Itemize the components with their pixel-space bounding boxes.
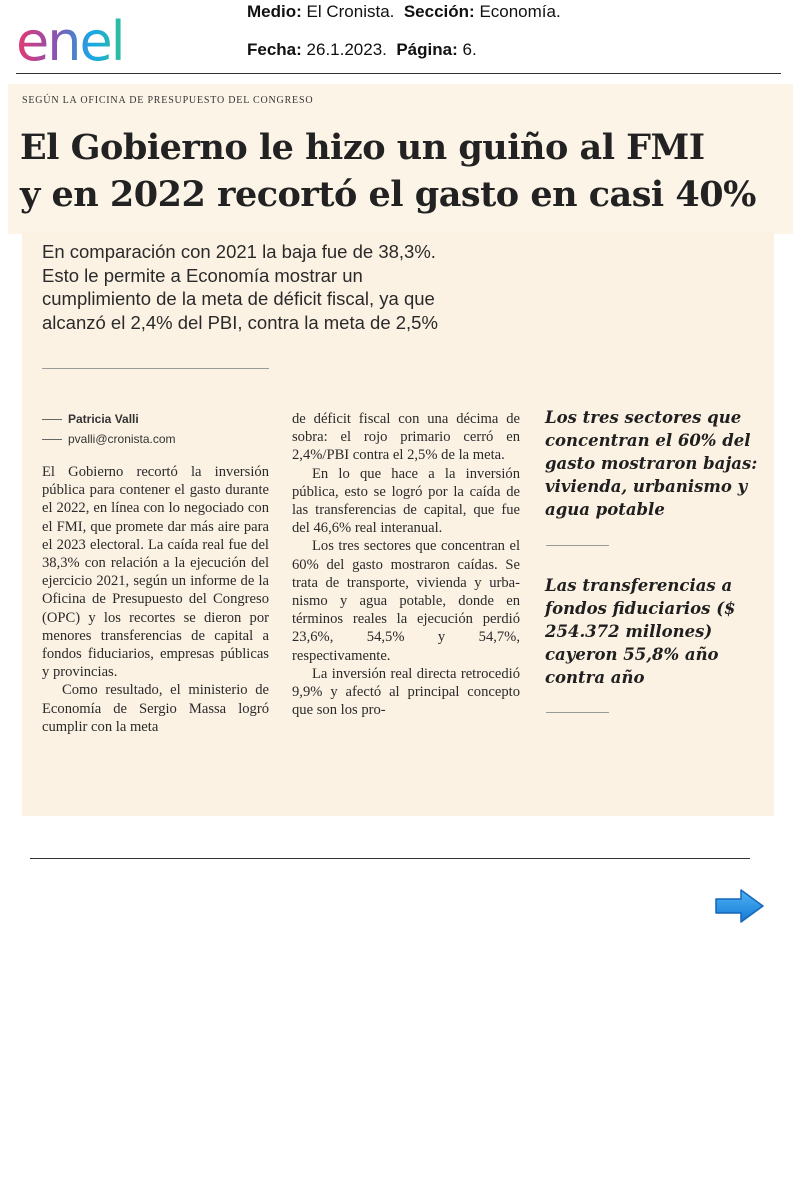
seccion-label: Sección: [403,2,475,21]
byline-dash [42,419,62,420]
medio-label: Medio: [247,2,302,21]
article-kicker: SEGÚN LA OFICINA DE PRESUPUESTO DEL CONGRESO [22,95,314,106]
deck-line-3: cumplimiento de la meta de déficit fiscal, ya que [42,288,435,309]
paragraph: Los tres sectores que concentran el 60% del gasto mostraron caídas. Se trata de transporte, vivienda y urbanismo y agua potable, donde en términos reales la ejecución perdió 23,6%, 54,5% y 54,7%, respectivamente. [292,538,520,664]
paragraph: La inversión real directa retrocedió 9,9% y afectó al principal concepto que son los pro- [292,665,520,719]
header-divider [16,73,781,74]
headline-line-1: El Gobierno le hizo un guiño al FMI [20,127,705,168]
paragraph: En lo que hace a la inversión pública, esto se logró por la caída de las transferencias de capital, que fue del 46,6% real interanual. [292,465,520,537]
pagina-value: 6. [462,40,477,59]
deck-line-4: alcanzó el 2,4% del PBI, contra la meta de 2,5% [42,311,438,333]
pull-quote-divider [546,712,609,713]
enel-logo [14,14,174,70]
arrow-right-icon[interactable] [713,888,765,924]
medio-value: El Cronista. [306,2,395,21]
deck-divider [42,368,269,369]
paragraph: de déficit fiscal con una décima de sobra: el rojo primario cerró en 2,4%/PBI contra el 2,5% de la meta. [292,411,520,464]
meta-line-medio [247,2,561,22]
article-deck [42,240,492,334]
author-email: pvalli@cronista.com [68,432,176,446]
pagina-label: Página: [396,40,458,59]
pull-quote-divider [546,545,609,546]
fecha-value: 26.1.2023. [306,40,387,59]
logo-text: enel [16,14,124,70]
article-column-2 [292,410,520,719]
paragraph: Como resultado, el ministerio de Economía de Sergio Massa logró cumplir con la meta [42,682,269,735]
author-name: Patricia Valli [68,412,139,426]
byline-email [42,432,176,446]
article-column-1 [42,463,269,736]
meta-line-fecha [247,40,477,60]
pull-quote-2: Las transferencias a fondos fiduciarios ($ 254.372 millones) cayeron 55,8% año contra año [545,576,736,687]
byline-author [42,412,139,426]
deck-line-2: Esto le permite a Economía mostrar un [42,264,363,286]
fecha-label: Fecha: [247,40,302,59]
byline-dash [42,439,62,440]
footer-divider [30,858,750,859]
pull-quote-1: Los tres sectores que concentran el 60% del gasto mostraron bajas: vivienda, urbanismo y agua potable [545,408,758,519]
seccion-value: Economía. [479,2,561,21]
article-headline [20,124,780,218]
headline-line-2: y en 2022 recortó el gasto en casi 40% [20,174,756,215]
paragraph: El Gobierno recortó la inversión pública para contener el gasto durante el 2022, en línea con lo negociado con el FMI, que promete dar más aire para el 2023 electoral. La caída real fue del 38,3% con relación a la ejecución del ejercicio 2021, según un informe de la Oficina de Presupuesto del Congreso (OPC) y los recortes se dieron por menores transferencias de capital a fondos fiduciarios, empresas públicas y provincias. [42,464,269,681]
deck-line-1: En comparación con 2021 la baja fue de 38,3%. [42,241,436,262]
